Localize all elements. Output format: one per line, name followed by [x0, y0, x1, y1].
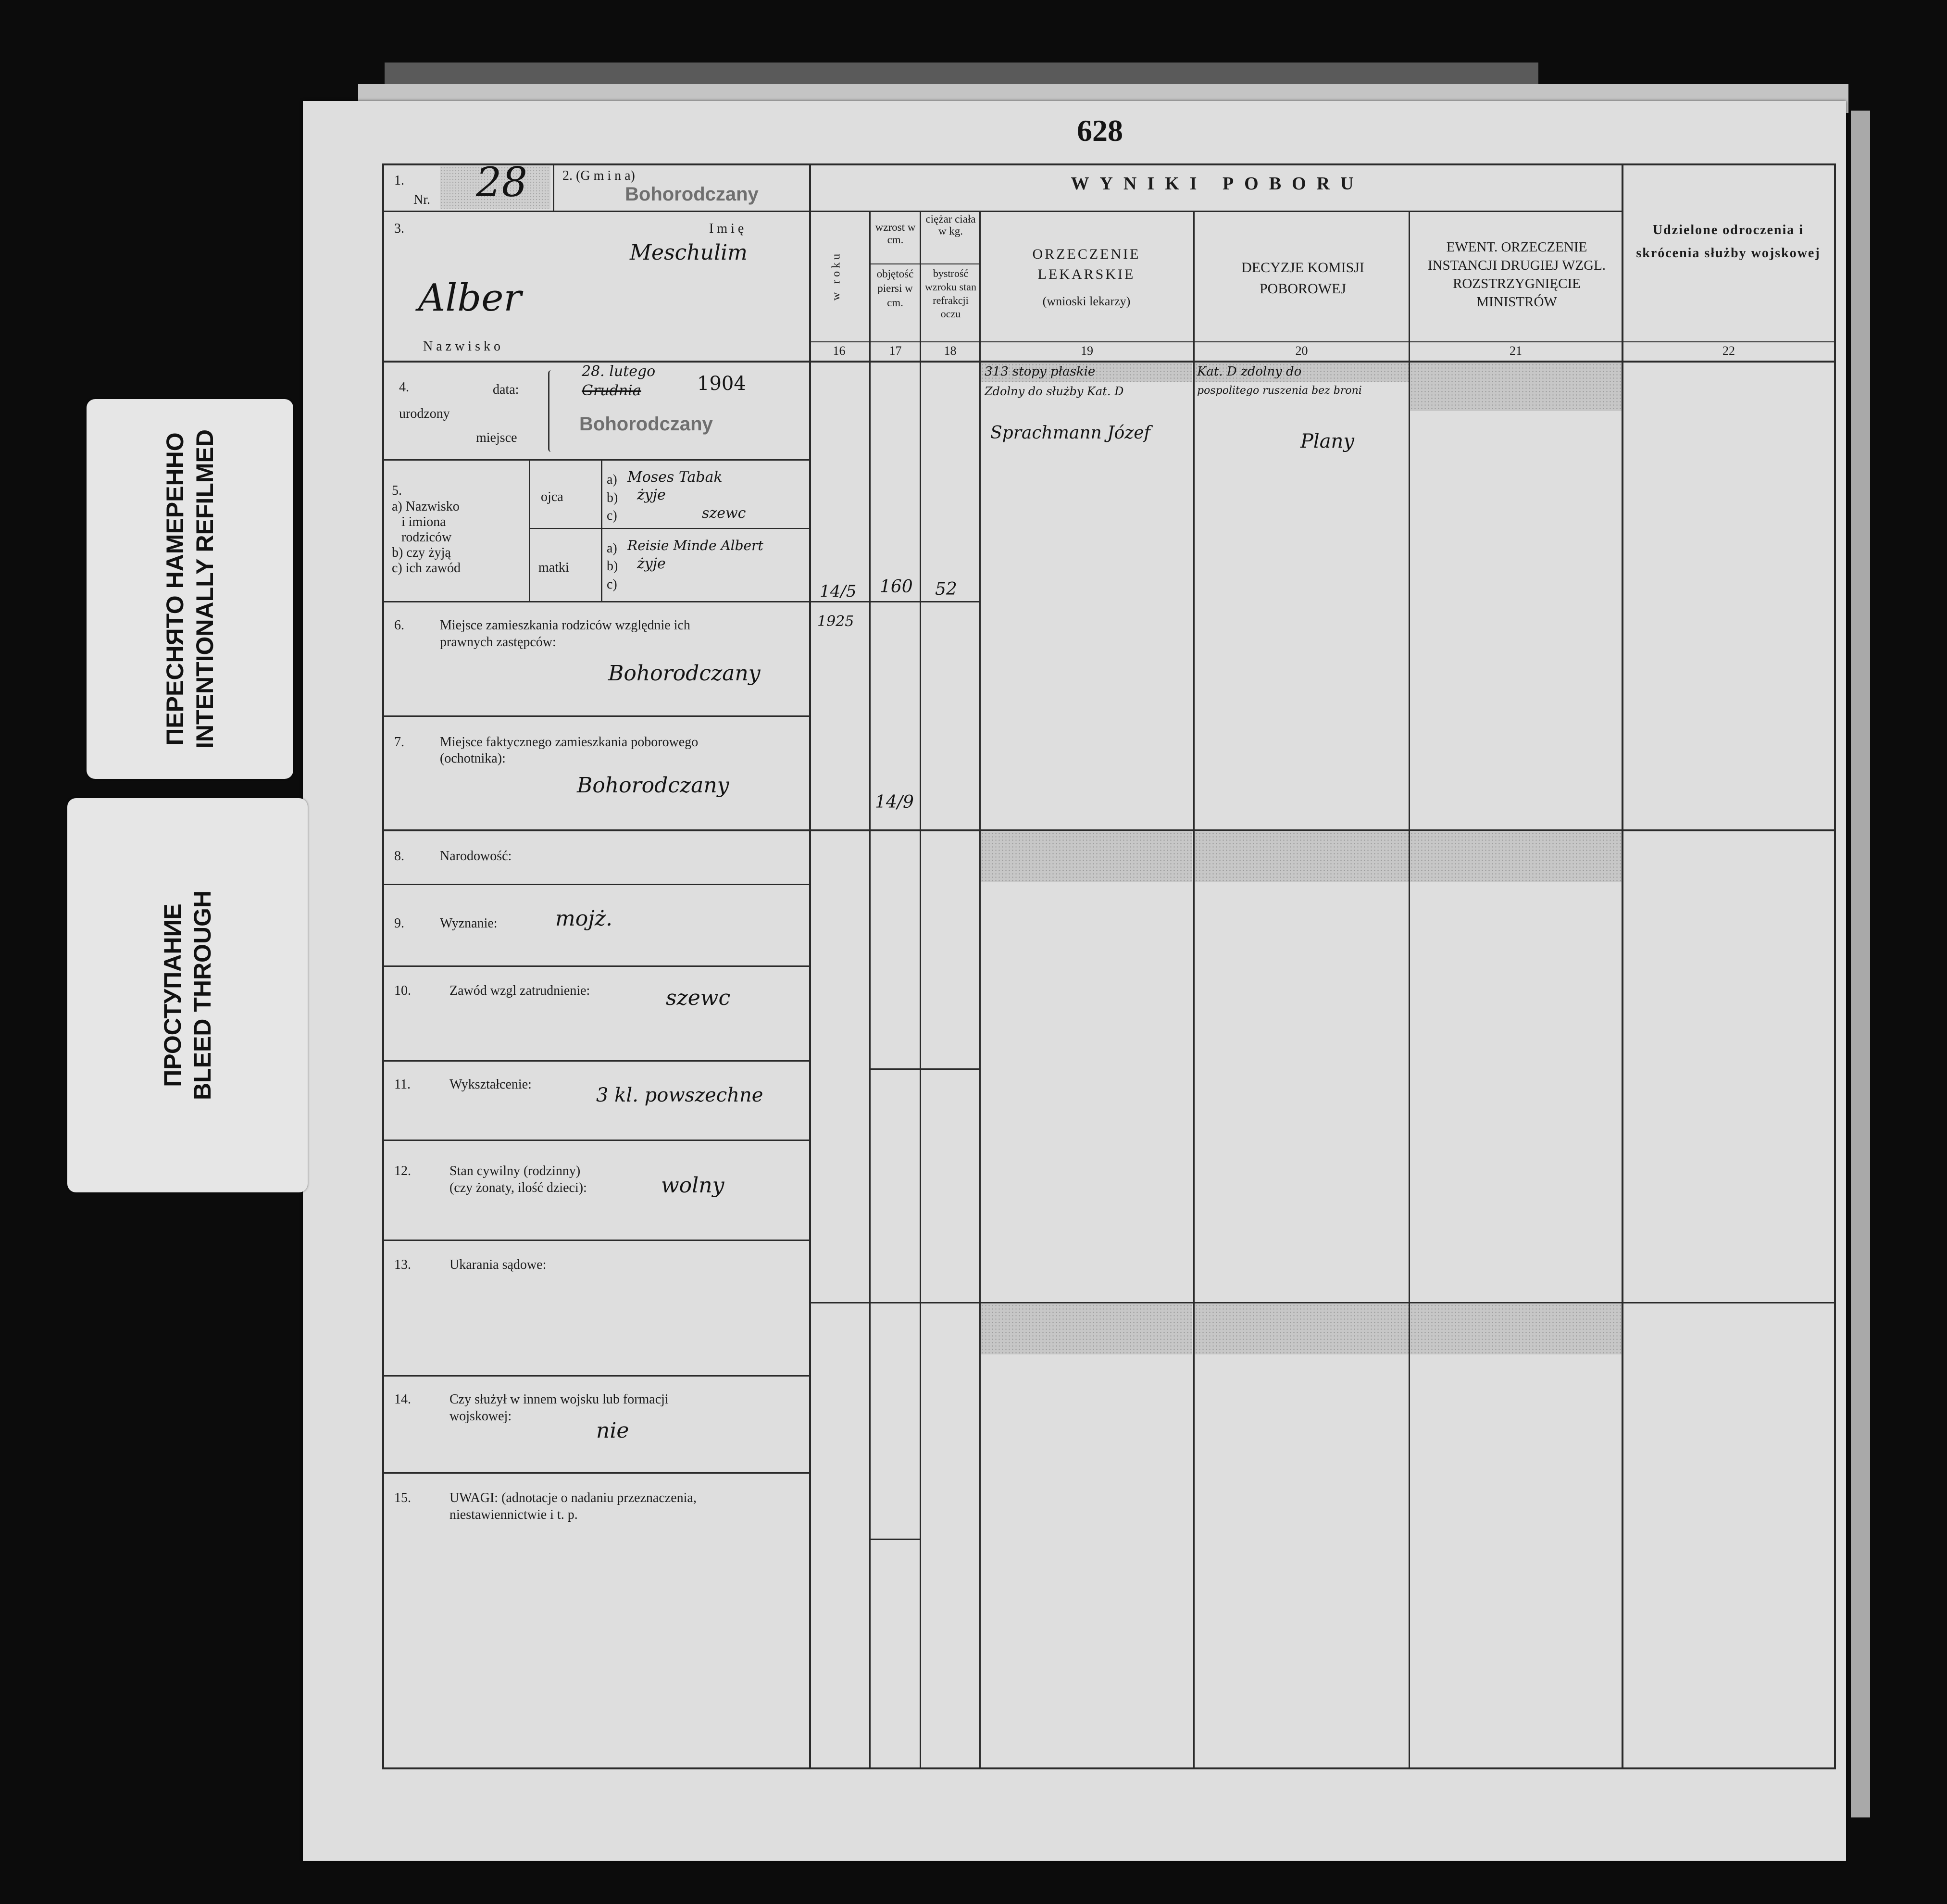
- row12-value: wolny: [661, 1173, 724, 1198]
- col17-number: 17: [889, 344, 902, 358]
- refilmed-slip: [87, 399, 293, 779]
- bleed-through-slip-label: ПРОСТУПАНИЕ BLEED THROUGH: [159, 890, 216, 1101]
- row6-number: 6.: [394, 618, 404, 633]
- grid-row8-bottom: [382, 884, 810, 885]
- row4-struck-month: Grudnia: [582, 382, 641, 399]
- grid-right-border: [1834, 163, 1836, 1769]
- row6-value: Bohorodczany: [608, 661, 761, 686]
- row4-number: 4.: [399, 380, 409, 395]
- row12-number: 12.: [394, 1164, 411, 1178]
- grid-wyniki-underline: [809, 211, 1623, 212]
- col21-number: 21: [1510, 344, 1522, 358]
- row14-label-2: wojskowej:: [449, 1409, 512, 1424]
- col18-header-bottom: bystrość wzroku stan refrakcji oczu: [925, 267, 976, 320]
- result-wzrost: 160: [880, 577, 913, 597]
- grid-col-numbers-top: [809, 341, 1836, 342]
- grid-col16-17: [869, 212, 871, 1769]
- col19-subheader: (wnioski lekarzy): [1042, 294, 1131, 308]
- row8-number: 8.: [394, 849, 404, 864]
- row5-matki-c-label: c): [607, 577, 617, 592]
- row5-matki-name: Reisie Minde Albert: [627, 538, 763, 553]
- grid-row10-bottom: [382, 1060, 810, 1062]
- nr-label: Nr.: [413, 192, 430, 207]
- row5-matki-a-label: a): [607, 541, 617, 556]
- decyzja-line-1: Kat. D zdolny do: [1197, 364, 1302, 379]
- orzeczenie-signature: Sprachmann Józef: [990, 423, 1150, 443]
- refilmed-slip-text: [160, 429, 220, 749]
- result-w-roku-1: 14/5: [820, 582, 857, 601]
- row7-label: Miejsce faktycznego zamieszkania poborowego: [440, 735, 699, 750]
- row12-label: Stan cywilny (rodzinny): [449, 1164, 581, 1178]
- row11-number: 11.: [394, 1077, 411, 1092]
- row11-label: Wykształcenie:: [449, 1077, 532, 1092]
- grid-row12-bottom: [382, 1240, 810, 1241]
- row11-value: 3 kl. powszechne: [596, 1084, 763, 1106]
- grid-row5-bottom: [382, 601, 981, 602]
- col16-header: w roku: [830, 251, 843, 301]
- grid-row9-bottom: [382, 965, 810, 967]
- col17-header-top: wzrost w cm.: [875, 221, 916, 246]
- gmina-stamp: Bohorodczany: [625, 184, 759, 205]
- grid-gmina-underline: [382, 211, 810, 212]
- col18-header-top: ciężar ciała w kg.: [925, 213, 976, 237]
- grid-header-bottom: [382, 361, 1836, 363]
- row10-number: 10.: [394, 983, 411, 998]
- grid-nr-divider: [553, 163, 554, 212]
- row5-line-1: a) Nazwisko: [392, 499, 460, 514]
- row5-matki-label: matki: [538, 560, 569, 575]
- grid-col-sub-divider-17: [869, 263, 920, 264]
- wyniki-poboru-title: WYNIKI POBORU: [1071, 174, 1364, 194]
- field-1-number: 1.: [394, 173, 404, 188]
- shade-band-low-20: [1195, 1304, 1409, 1354]
- col19-header: ORZECZENIE LEKARSKIE: [1032, 246, 1141, 282]
- gmina-label: 2. (G m i n a): [562, 168, 635, 183]
- grid-row13-mid: [809, 1302, 1836, 1303]
- row5-ojca-alive: żyje: [637, 487, 666, 503]
- nazwisko-value: Alber: [418, 276, 522, 320]
- row7-number: 7.: [394, 735, 404, 750]
- page-number: 628: [1077, 113, 1123, 148]
- row5-line-4: b) czy żyją: [392, 545, 451, 560]
- row4-brace: [548, 370, 554, 452]
- result-bottom-mark: 14/9: [875, 792, 914, 812]
- decyzja-line-2: pospolitego ruszenia bez broni: [1197, 385, 1362, 397]
- row5-matki-alive: żyje: [637, 555, 666, 572]
- row5-line-3: rodziców: [401, 530, 452, 545]
- row14-value: nie: [596, 1418, 629, 1443]
- row5-line-5: c) ich zawód: [392, 561, 461, 576]
- row13-label: Ukarania sądowe:: [449, 1257, 547, 1272]
- shade-band-low-19: [981, 1304, 1192, 1354]
- row4-place-stamp: Bohorodczany: [579, 413, 713, 435]
- grid-col20-21: [1409, 212, 1410, 1769]
- row5-matki-b-label: b): [607, 559, 618, 574]
- grid-row7-bottom: [382, 829, 1836, 831]
- bleed-through-slip-text: [158, 890, 217, 1100]
- grid-top-border: [382, 163, 1836, 165]
- col20-header: DECYZJE KOMISJI POBOROWEJ: [1241, 260, 1364, 297]
- grid-row5-sub-split: [601, 459, 602, 601]
- row15-label-2: niestawiennictwie i t. p.: [449, 1507, 578, 1522]
- row4-year: 1904: [697, 373, 746, 395]
- imie-value: Meschulim: [630, 240, 748, 265]
- row9-value: mojż.: [555, 906, 613, 931]
- grid-row6-bottom: [382, 715, 810, 717]
- shade-band-mid-20: [1195, 832, 1409, 882]
- col22-header: Udzielone odroczenia i skrócenia służby wojskowej: [1636, 223, 1821, 261]
- row7-label-2: (ochotnika):: [440, 751, 506, 766]
- nr-value: 28: [476, 159, 527, 206]
- row5-ojca-c-label: c): [607, 508, 617, 523]
- col22-number: 22: [1722, 344, 1735, 358]
- row9-number: 9.: [394, 916, 404, 931]
- col20-number: 20: [1295, 344, 1308, 358]
- row5-ojca-occupation: szewc: [702, 505, 746, 522]
- paper-right-edge: [1851, 111, 1870, 1817]
- decyzja-signature: Plany: [1300, 430, 1354, 452]
- col17-header-bottom: objętość piersi w cm.: [876, 268, 914, 309]
- row14-number: 14.: [394, 1392, 411, 1407]
- grid-row5-label-split: [529, 459, 530, 601]
- row4-urodzony-label: urodzony: [399, 406, 450, 421]
- row15-number: 15.: [394, 1491, 411, 1505]
- row6-label: Miejsce zamieszkania rodziców względnie ich: [440, 618, 690, 633]
- row4-date: 28. lutego: [582, 363, 656, 380]
- grid-col21-22: [1622, 163, 1623, 1769]
- imie-label: I m i ę: [709, 221, 744, 236]
- row10-label: Zawód wzgl zatrudnienie:: [449, 983, 590, 998]
- orzeczenie-line-1: 313 stopy płaskie: [985, 364, 1096, 379]
- result-ciezar: 52: [935, 579, 957, 599]
- row5-ojca-label: ojca: [541, 489, 563, 504]
- col16-number: 16: [833, 344, 846, 358]
- row5-number: 5.: [392, 483, 402, 498]
- grid-col18-19: [979, 212, 981, 1769]
- shade-band-low-21: [1410, 1304, 1622, 1354]
- row5-ojca-a-label: a): [607, 472, 617, 487]
- shade-band-top-21: [1410, 363, 1622, 411]
- row6-label-2: prawnych zastępców:: [440, 635, 556, 650]
- row15-label: UWAGI: (adnotacje o nadaniu przeznaczenia,: [449, 1491, 697, 1505]
- row7-value: Bohorodczany: [577, 773, 729, 798]
- field-3-number: 3.: [394, 221, 404, 236]
- row5-ojca-name: Moses Tabak: [627, 469, 723, 486]
- grid-row4-bottom: [382, 459, 810, 461]
- row13-number: 13.: [394, 1257, 411, 1272]
- grid-row13-bottom: [382, 1375, 810, 1377]
- grid-row11-bottom: [382, 1140, 810, 1141]
- grid-row5-mid: [529, 528, 810, 529]
- grid-col19-20: [1193, 212, 1195, 1769]
- row9-label: Wyznanie:: [440, 916, 498, 931]
- row5-line-2: i imiona: [401, 514, 446, 529]
- grid-col-sub-divider-18: [920, 263, 980, 264]
- col21-header: EWENT. ORZECZENIE INSTANCJI DRUGIEJ WZGL. ROZSTRZYGNIĘCIE MINISTRÓW: [1427, 239, 1606, 310]
- bleed-through-slip: [67, 798, 308, 1192]
- row4-data-label: data:: [493, 382, 519, 397]
- row4-miejsce-label: miejsce: [476, 430, 517, 445]
- col19-number: 19: [1081, 344, 1093, 358]
- grid-col17-18: [920, 212, 921, 1769]
- row14-label: Czy służył w innem wojsku lub formacji: [449, 1392, 669, 1407]
- nazwisko-label: N a z w i s k o: [423, 339, 500, 354]
- grid-row14-bottom: [382, 1472, 810, 1474]
- shade-band-mid-19: [981, 832, 1192, 882]
- col18-number: 18: [944, 344, 957, 358]
- row5-ojca-b-label: b): [607, 490, 618, 505]
- row10-value: szewc: [666, 986, 731, 1010]
- row12-label-2: (czy żonaty, ilość dzieci):: [449, 1180, 587, 1195]
- grid-left-row-mid: [869, 1068, 980, 1070]
- shade-band-mid-21: [1410, 832, 1622, 882]
- row8-label: Narodowość:: [440, 849, 512, 864]
- refilmed-slip-label: ПЕРЕСНЯТО НАМЕРЕННО INTENTIONALLY REFILMED: [162, 429, 218, 749]
- orzeczenie-line-2: Zdolny do służby Kat. D: [985, 385, 1124, 398]
- grid-bottom-border: [382, 1767, 1836, 1769]
- grid-lower-left-mid: [869, 1539, 920, 1540]
- result-w-roku-2: 1925: [817, 613, 854, 630]
